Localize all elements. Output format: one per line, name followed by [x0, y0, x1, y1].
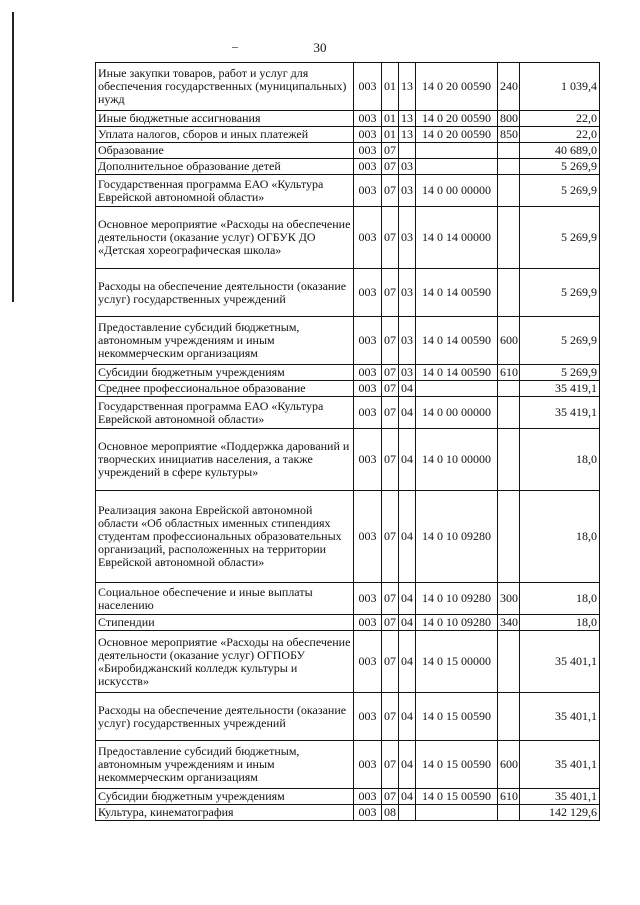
- row-rz: 07: [382, 789, 399, 805]
- row-vr: [498, 429, 520, 491]
- row-name: Среднее профессиональное образование: [96, 381, 354, 397]
- row-ved: 003: [354, 805, 382, 821]
- row-cs: 14 0 10 09280: [416, 615, 498, 631]
- row-amount: 22,0: [520, 111, 600, 127]
- row-amount: 40 689,0: [520, 143, 600, 159]
- row-ved: 003: [354, 175, 382, 207]
- row-name: Предоставление субсидий бюджетным, автономным учреждениям и иным некоммерческим организациям: [96, 317, 354, 365]
- page-number: 30: [313, 40, 327, 55]
- row-amount: 18,0: [520, 429, 600, 491]
- row-amount: 35 401,1: [520, 741, 600, 789]
- row-cs: [416, 805, 498, 821]
- row-pr: 03: [399, 317, 416, 365]
- row-ved: 003: [354, 429, 382, 491]
- row-pr: 03: [399, 175, 416, 207]
- table-row: [96, 693, 600, 741]
- row-amount: 18,0: [520, 491, 600, 583]
- row-rz: 07: [382, 397, 399, 429]
- row-amount: 35 401,1: [520, 631, 600, 693]
- row-name: Основное мероприятие «Поддержка дарований и творческих инициатив населения, а также учреждений в сфере культуры»: [96, 429, 354, 491]
- table-row: [96, 63, 600, 111]
- row-cs: 14 0 20 00590: [416, 63, 498, 111]
- table-row: [96, 365, 600, 381]
- table-row: [96, 317, 600, 365]
- row-pr: 13: [399, 63, 416, 111]
- row-cs: [416, 159, 498, 175]
- table-row: [96, 789, 600, 805]
- row-rz: 07: [382, 175, 399, 207]
- row-rz: 07: [382, 429, 399, 491]
- row-cs: 14 0 00 00000: [416, 397, 498, 429]
- row-name: Иные закупки товаров, работ и услуг для обеспечения государственных (муниципальных) нужд: [96, 63, 354, 111]
- table-row: [96, 175, 600, 207]
- row-vr: [498, 491, 520, 583]
- row-amount: 18,0: [520, 583, 600, 615]
- row-ved: 003: [354, 693, 382, 741]
- row-rz: 01: [382, 127, 399, 143]
- table-row: [96, 111, 600, 127]
- table-row: [96, 127, 600, 143]
- row-vr: 610: [498, 365, 520, 381]
- row-cs: 14 0 20 00590: [416, 127, 498, 143]
- row-ved: 003: [354, 127, 382, 143]
- row-rz: 07: [382, 143, 399, 159]
- row-vr: [498, 693, 520, 741]
- row-rz: 07: [382, 583, 399, 615]
- row-amount: 5 269,9: [520, 269, 600, 317]
- row-pr: 04: [399, 693, 416, 741]
- row-rz: 01: [382, 111, 399, 127]
- row-pr: 04: [399, 491, 416, 583]
- row-pr: 03: [399, 207, 416, 269]
- row-amount: 22,0: [520, 127, 600, 143]
- row-ved: 003: [354, 63, 382, 111]
- row-ved: 003: [354, 111, 382, 127]
- row-name: Образование: [96, 143, 354, 159]
- row-vr: [498, 381, 520, 397]
- table-row: [96, 429, 600, 491]
- table-row: [96, 269, 600, 317]
- row-rz: 07: [382, 741, 399, 789]
- row-rz: 08: [382, 805, 399, 821]
- row-name: Дополнительное образование детей: [96, 159, 354, 175]
- row-vr: [498, 159, 520, 175]
- row-ved: 003: [354, 269, 382, 317]
- row-amount: 35 401,1: [520, 789, 600, 805]
- row-amount: 18,0: [520, 615, 600, 631]
- table-row: [96, 741, 600, 789]
- row-cs: 14 0 14 00590: [416, 317, 498, 365]
- row-vr: [498, 631, 520, 693]
- table-row: [96, 615, 600, 631]
- row-amount: 1 039,4: [520, 63, 600, 111]
- row-pr: 04: [399, 741, 416, 789]
- row-ved: 003: [354, 631, 382, 693]
- row-pr: 04: [399, 429, 416, 491]
- row-ved: 003: [354, 159, 382, 175]
- row-rz: 07: [382, 207, 399, 269]
- row-amount: 5 269,9: [520, 365, 600, 381]
- row-cs: 14 0 15 00000: [416, 631, 498, 693]
- row-name: Основное мероприятие «Расходы на обеспечение деятельности (оказание услуг) ОГБУК ДО «Детская хореографическая школа»: [96, 207, 354, 269]
- row-vr: [498, 269, 520, 317]
- row-ved: 003: [354, 615, 382, 631]
- row-name: Расходы на обеспечение деятельности (оказание услуг) государственных учреждений: [96, 693, 354, 741]
- row-ved: 003: [354, 741, 382, 789]
- row-vr: 600: [498, 741, 520, 789]
- row-vr: 800: [498, 111, 520, 127]
- row-amount: 142 129,6: [520, 805, 600, 821]
- row-rz: 07: [382, 269, 399, 317]
- row-name: Субсидии бюджетным учреждениям: [96, 365, 354, 381]
- row-cs: 14 0 10 00000: [416, 429, 498, 491]
- table-row: [96, 159, 600, 175]
- row-pr: 03: [399, 365, 416, 381]
- row-vr: 300: [498, 583, 520, 615]
- table-row: [96, 583, 600, 615]
- row-name: Предоставление субсидий бюджетным, автономным учреждениям и иным некоммерческим организациям: [96, 741, 354, 789]
- row-pr: [399, 805, 416, 821]
- row-pr: 04: [399, 381, 416, 397]
- row-amount: 35 419,1: [520, 397, 600, 429]
- row-ved: 003: [354, 365, 382, 381]
- row-rz: 07: [382, 381, 399, 397]
- row-rz: 07: [382, 491, 399, 583]
- row-vr: [498, 397, 520, 429]
- row-ved: 003: [354, 491, 382, 583]
- table-row: [96, 805, 600, 821]
- row-amount: 5 269,9: [520, 317, 600, 365]
- row-cs: 14 0 15 00590: [416, 693, 498, 741]
- row-vr: [498, 207, 520, 269]
- row-ved: 003: [354, 317, 382, 365]
- table-row: [96, 207, 600, 269]
- row-name: Социальное обеспечение и иные выплаты населению: [96, 583, 354, 615]
- row-ved: 003: [354, 381, 382, 397]
- row-pr: 04: [399, 631, 416, 693]
- row-rz: 07: [382, 693, 399, 741]
- row-name: Стипендии: [96, 615, 354, 631]
- row-name: Субсидии бюджетным учреждениям: [96, 789, 354, 805]
- table-row: [96, 491, 600, 583]
- row-cs: 14 0 14 00590: [416, 269, 498, 317]
- row-pr: 04: [399, 615, 416, 631]
- table-row: [96, 631, 600, 693]
- row-amount: 5 269,9: [520, 159, 600, 175]
- row-rz: 07: [382, 631, 399, 693]
- row-amount: 5 269,9: [520, 207, 600, 269]
- row-pr: 04: [399, 397, 416, 429]
- row-ved: 003: [354, 789, 382, 805]
- table-row: [96, 381, 600, 397]
- row-cs: 14 0 10 09280: [416, 491, 498, 583]
- row-ved: 003: [354, 397, 382, 429]
- row-vr: 850: [498, 127, 520, 143]
- row-pr: 04: [399, 789, 416, 805]
- row-rz: 07: [382, 159, 399, 175]
- row-cs: 14 0 20 00590: [416, 111, 498, 127]
- row-ved: 003: [354, 207, 382, 269]
- row-rz: 01: [382, 63, 399, 111]
- row-cs: [416, 381, 498, 397]
- row-name: Реализация закона Еврейской автономной области «Об областных именных стипендиях студентам профессиональных образовательных организаций, расположенных на территории Еврейской автономной области»: [96, 491, 354, 583]
- row-pr: 04: [399, 583, 416, 615]
- row-cs: 14 0 10 09280: [416, 583, 498, 615]
- row-pr: 13: [399, 127, 416, 143]
- row-cs: 14 0 00 00000: [416, 175, 498, 207]
- row-rz: 07: [382, 615, 399, 631]
- row-name: Уплата налогов, сборов и иных платежей: [96, 127, 354, 143]
- row-name: Расходы на обеспечение деятельности (оказание услуг) государственных учреждений: [96, 269, 354, 317]
- row-vr: 340: [498, 615, 520, 631]
- row-name: Государственная программа ЕАО «Культура Еврейской автономной области»: [96, 397, 354, 429]
- row-amount: 35 401,1: [520, 693, 600, 741]
- row-vr: [498, 805, 520, 821]
- row-ved: 003: [354, 583, 382, 615]
- row-name: Культура, кинематография: [96, 805, 354, 821]
- row-pr: 13: [399, 111, 416, 127]
- row-pr: [399, 143, 416, 159]
- row-vr: 610: [498, 789, 520, 805]
- row-vr: [498, 175, 520, 207]
- row-name: Иные бюджетные ассигнования: [96, 111, 354, 127]
- row-cs: 14 0 15 00590: [416, 789, 498, 805]
- row-cs: 14 0 14 00000: [416, 207, 498, 269]
- row-name: Основное мероприятие «Расходы на обеспечение деятельности (оказание услуг) ОГПОБУ «Биробиджанский колледж культуры и искусств»: [96, 631, 354, 693]
- row-cs: [416, 143, 498, 159]
- table-row: [96, 397, 600, 429]
- row-amount: 35 419,1: [520, 381, 600, 397]
- row-pr: 03: [399, 269, 416, 317]
- row-vr: 600: [498, 317, 520, 365]
- row-vr: [498, 143, 520, 159]
- row-ved: 003: [354, 143, 382, 159]
- table-row: [96, 143, 600, 159]
- row-vr: 240: [498, 63, 520, 111]
- row-pr: 03: [399, 159, 416, 175]
- row-rz: 07: [382, 317, 399, 365]
- row-cs: 14 0 14 00590: [416, 365, 498, 381]
- row-amount: 5 269,9: [520, 175, 600, 207]
- row-cs: 14 0 15 00590: [416, 741, 498, 789]
- row-rz: 07: [382, 365, 399, 381]
- row-name: Государственная программа ЕАО «Культура Еврейской автономной области»: [96, 175, 354, 207]
- budget-table: [95, 62, 600, 821]
